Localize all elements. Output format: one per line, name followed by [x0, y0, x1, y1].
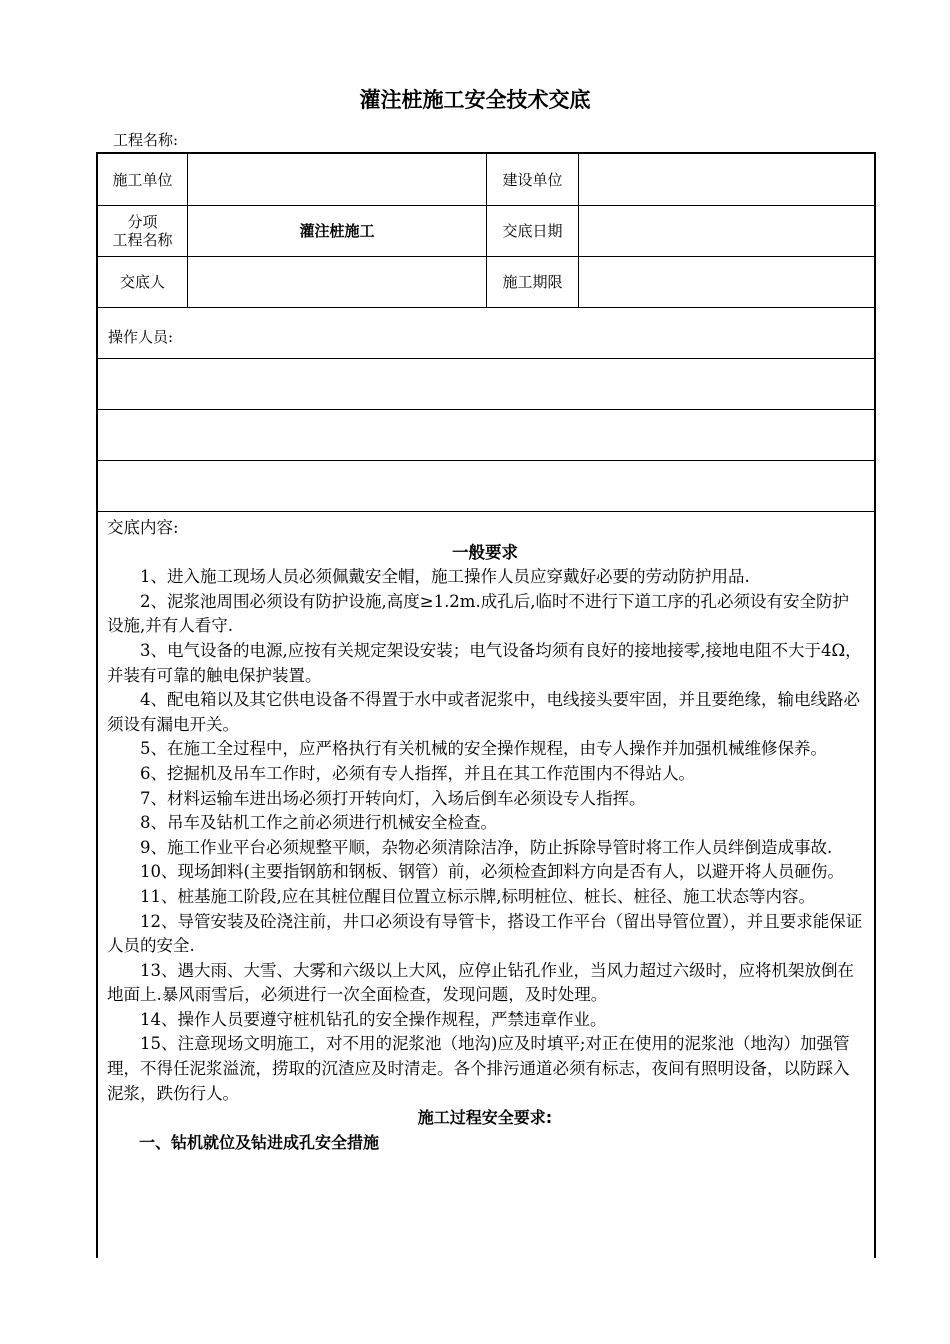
general-requirements-heading: 一般要求	[452, 542, 518, 562]
sub-project-label-line2: 工程名称	[112, 231, 173, 249]
requirement-item: 15、注意现场文明施工，对不用的泥浆池（地沟)应及时填平;对正在使用的泥浆池（地沟）加强管理，不得任泥浆溢流，捞取的沉渣应及时清走。各个排污通道必须有标志，夜间有照明设备，以防踩入泥浆，跌伤行人。	[107, 1034, 850, 1103]
project-name-label: 工程名称:	[113, 131, 179, 149]
sub-project-value[interactable]: 灌注桩施工	[299, 222, 375, 240]
content-label: 交底内容:	[107, 518, 179, 537]
disclosure-content	[107, 516, 863, 1155]
sub-project-label-line1: 分项	[127, 213, 158, 231]
construction-unit-label: 施工单位	[112, 170, 173, 189]
owner-unit-field[interactable]	[579, 154, 874, 205]
disclosure-form	[96, 152, 876, 1258]
requirement-item: 2、泥浆池周围必须设有防护设施,高度≥1.2m.成孔后,临时不进行下道工序的孔必须设有安全防护设施,并有人看守.	[107, 591, 849, 636]
period-label: 施工期限	[502, 273, 563, 291]
row-divider	[98, 307, 874, 308]
requirement-item: 9、施工作业平台必须规整平顺，杂物必须清除洁净，防止拆除导管时将工作人员绊倒造成事故.	[140, 837, 833, 857]
date-field[interactable]	[579, 206, 874, 256]
requirement-item: 5、在施工全过程中，应严格执行有关机械的安全操作规程，由专人操作并加强机械维修保养。	[140, 739, 827, 759]
requirement-item: 13、遇大雨、大雪、大雾和六级以上大风，应停止钻孔作业，当风力超过六级时，应将机架放倒在地面上.暴风雨雪后，必须进行一次全面检查，发现问题，及时处理。	[107, 960, 854, 1005]
presenter-field[interactable]	[188, 257, 486, 307]
owner-unit-label: 建设单位	[502, 170, 563, 189]
operators-label: 操作人员:	[108, 328, 174, 346]
row-divider	[98, 511, 874, 512]
construction-unit-field[interactable]	[188, 154, 486, 205]
row-divider	[98, 358, 874, 359]
requirement-item: 14、操作人员要遵守桩机钻孔的安全操作规程，严禁违章作业。	[140, 1009, 607, 1029]
presenter-label: 交底人	[119, 273, 165, 291]
process-requirements-heading: 施工过程安全要求:	[417, 1108, 553, 1128]
date-label: 交底日期	[502, 222, 563, 240]
requirement-item: 8、吊车及钻机工作之前必须进行机械安全检查。	[140, 813, 497, 833]
row-divider	[98, 409, 874, 410]
row-divider	[98, 460, 874, 461]
requirement-item: 1、进入施工现场人员必须佩戴安全帽，施工操作人员应穿戴好必要的劳动防护用品.	[140, 567, 750, 587]
section-one-heading: 一、钻机就位及钻进成孔安全措施	[139, 1132, 380, 1152]
requirement-item: 4、配电箱以及其它供电设备不得置于水中或者泥浆中，电线接头要牢固，并且要绝缘，输电线路必须设有漏电开关。	[107, 690, 860, 734]
requirement-item: 7、材料运输车进出场必须打开转向灯，入场后倒车必须设专人指挥。	[140, 788, 646, 808]
period-field[interactable]	[579, 257, 874, 307]
requirement-item: 6、挖掘机及吊车工作时，必须有专人指挥，并且在其工作范围内不得站人。	[140, 763, 695, 783]
requirement-item: 12、导管安装及砼浇注前，井口必须设有导管卡，搭设工作平台（留出导管位置），并且要求能保证人员的安全.	[107, 911, 863, 956]
requirement-item: 10、现场卸料(主要指钢筋和钢板、钢管）前，必须检查卸料方向是否有人，以避开将人员砸伤。	[140, 862, 844, 882]
sub-project-label	[98, 206, 187, 256]
requirement-item: 3、电气设备的电源,应按有关规定架设安装；电气设备均须有良好的接地接零,接地电阻不大于4Ω，并装有可靠的触电保护装置。	[107, 640, 862, 685]
page-title: 灌注桩施工安全技术交底	[359, 88, 591, 112]
requirement-item: 11、桩基施工阶段,应在其桩位醒目位置立标示牌,标明桩位、桩长、桩径、施工状态等内容。	[140, 886, 815, 906]
